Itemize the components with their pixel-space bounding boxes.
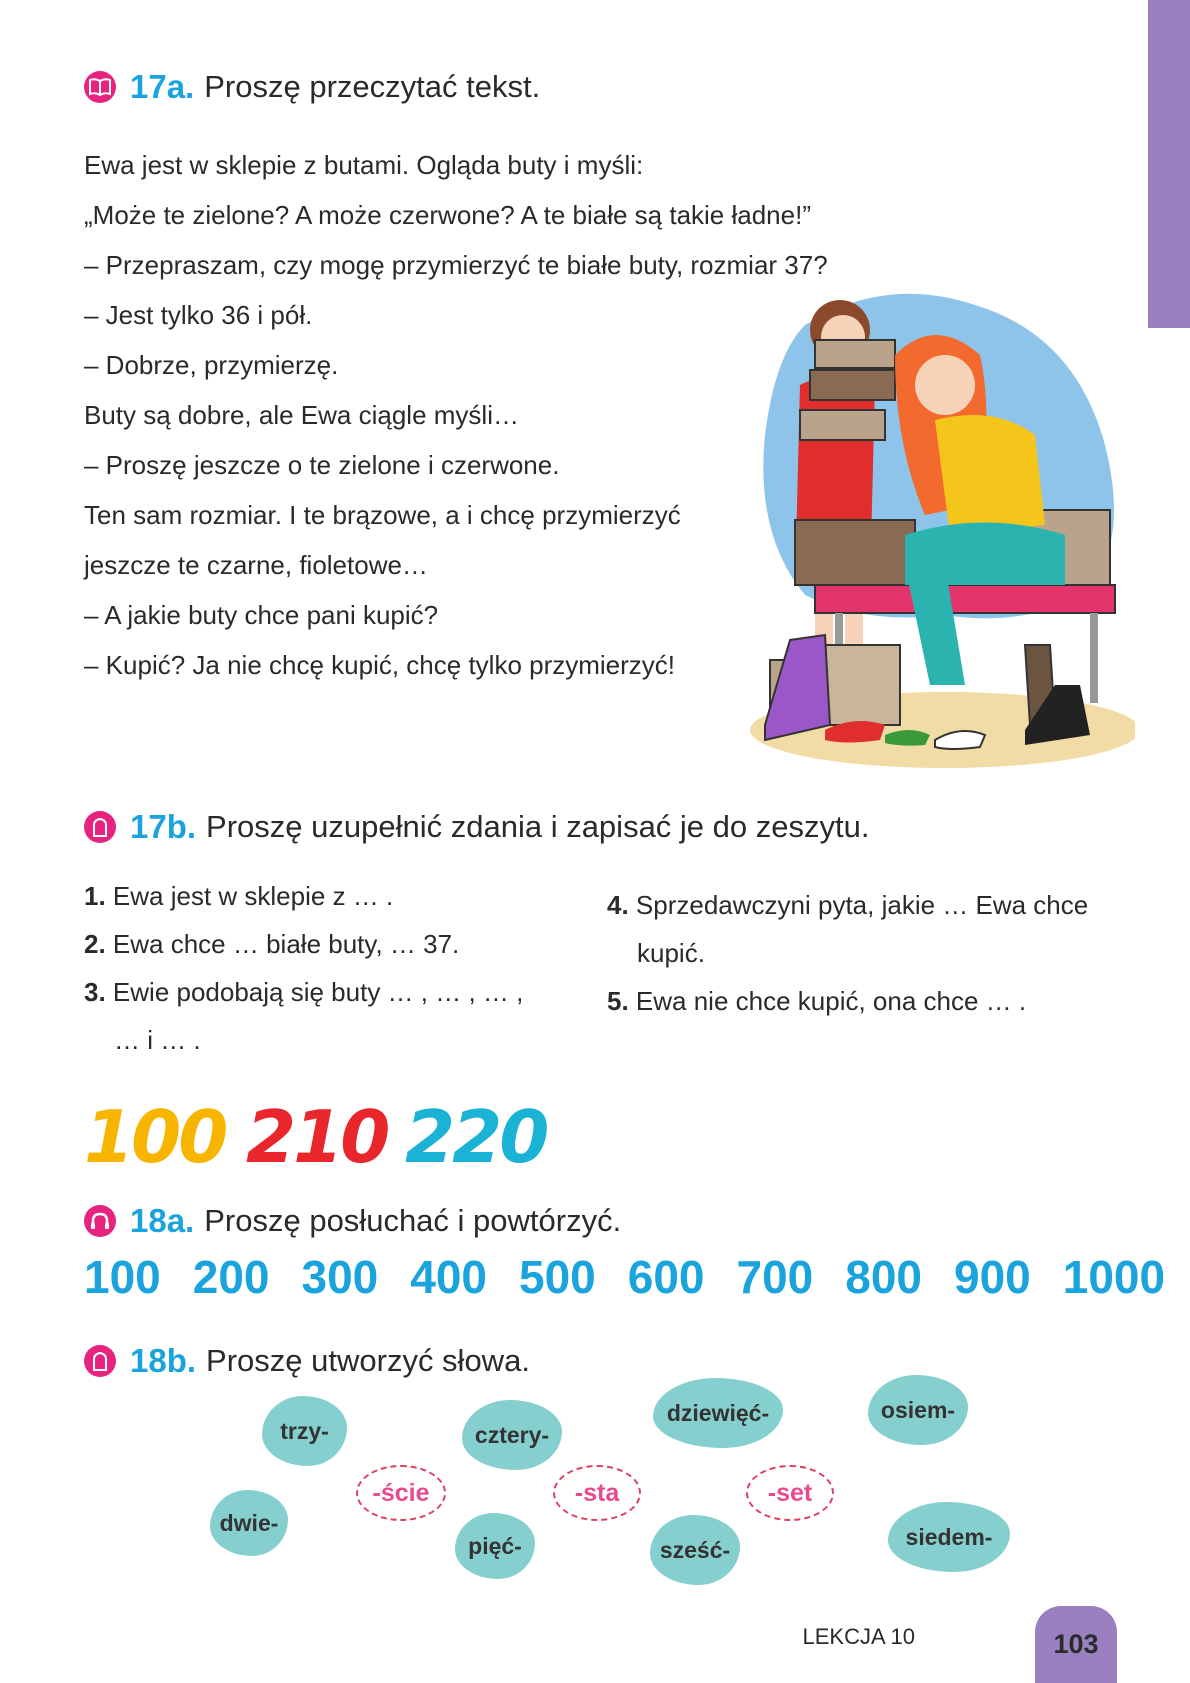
exercise-instruction: Proszę przeczytać tekst. <box>204 69 541 104</box>
suffix-sta: -sta <box>553 1465 641 1521</box>
number-700: 700 <box>736 1251 814 1303</box>
number-1000: 1000 <box>1062 1251 1166 1303</box>
number-500: 500 <box>519 1251 596 1303</box>
story-line: Ewa jest w sklepie z butami. Ogląda buty i myśli: <box>84 150 644 180</box>
story-line: Buty są dobre, ale Ewa ciągle myśli… <box>84 400 519 430</box>
story-line: „Może te zielone? A może czerwone? A te białe są takie ładne!” <box>84 200 811 230</box>
sentence-number: 4. <box>607 890 629 920</box>
story-line: jeszcze te czarne, fioletowe… <box>84 550 428 580</box>
sentence-text: Ewa chce … białe buty, … 37. <box>112 929 460 959</box>
sentence-3-continuation: … i … . <box>114 1025 201 1055</box>
word-siedem: siedem- <box>888 1502 1010 1572</box>
exercise-instruction: Proszę uzupełnić zdania i zapisać je do zeszytu. <box>206 809 870 844</box>
sentence-1 <box>84 872 523 920</box>
number-300: 300 <box>301 1251 379 1303</box>
sentence-text: Sprzedawczyni pyta, jakie … Ewa chce <box>635 890 1089 920</box>
sentence-3 <box>84 968 523 1016</box>
word-trzy: trzy- <box>262 1396 347 1466</box>
hand-icon <box>84 1345 116 1377</box>
suffix-scie: -ście <box>356 1465 446 1521</box>
shoe-shop-illustration <box>745 285 1135 785</box>
sentence-text: Ewa jest w sklepie z … . <box>112 881 394 911</box>
sentence-number: 1. <box>84 881 106 911</box>
sentence-4 <box>607 881 1088 929</box>
headphones-icon <box>84 1205 116 1237</box>
word-dwie: dwie- <box>210 1490 288 1556</box>
page-number: 103 <box>1035 1606 1117 1683</box>
number-800: 800 <box>845 1251 922 1303</box>
sentence-number: 3. <box>84 977 106 1007</box>
exercise-17b-header <box>84 808 869 846</box>
hundreds-row <box>84 1250 1165 1304</box>
word-cztery: cztery- <box>462 1400 562 1470</box>
story-line: – Kupić? Ja nie chcę kupić, chcę tylko przymierzyć! <box>84 650 676 680</box>
sentence-2 <box>84 920 523 968</box>
story-text <box>84 140 828 690</box>
exercise-number: 17b. <box>130 808 197 845</box>
story-line: – A jakie buty chce pani kupić? <box>84 600 439 630</box>
hand-icon <box>84 811 116 843</box>
sentence-4-continuation: kupić. <box>637 938 705 968</box>
exercise-instruction: Proszę posłuchać i powtórzyć. <box>204 1203 622 1238</box>
chapter-tab <box>1148 0 1190 328</box>
word-szesc: sześć- <box>650 1515 740 1585</box>
word-osiem: osiem- <box>868 1375 968 1445</box>
suffix-set: -set <box>746 1465 834 1521</box>
decorative-number-220: 220 <box>405 1095 547 1179</box>
lesson-label: LEKCJA 10 <box>802 1624 915 1649</box>
decorative-number-100: 100 <box>84 1095 226 1179</box>
exercise-number: 18a. <box>130 1202 195 1239</box>
sentence-text: Ewa nie chce kupić, ona chce … . <box>635 986 1027 1016</box>
sentences-right <box>607 881 1088 1025</box>
exercise-number: 17a. <box>130 68 195 105</box>
sentence-number: 2. <box>84 929 106 959</box>
number-600: 600 <box>627 1251 705 1303</box>
exercise-number: 18b. <box>130 1342 197 1379</box>
number-100: 100 <box>84 1251 161 1303</box>
number-900: 900 <box>954 1251 1031 1303</box>
story-line: – Przepraszam, czy mogę przymierzyć te białe buty, rozmiar 37? <box>84 250 828 280</box>
story-line: – Dobrze, przymierzę. <box>84 350 339 380</box>
word-piec: pięć- <box>455 1513 535 1579</box>
sentence-5 <box>607 977 1088 1025</box>
word-dziewiec: dziewięć- <box>653 1378 783 1448</box>
book-icon <box>84 71 116 103</box>
exercise-17a-header <box>84 68 540 106</box>
story-line: – Jest tylko 36 i pół. <box>84 300 313 330</box>
sentence-text: Ewie podobają się buty … , … , … , <box>112 977 524 1007</box>
sentence-number: 5. <box>607 986 629 1016</box>
story-line: Ten sam rozmiar. I te brązowe, a i chcę przymierzyć <box>84 500 681 530</box>
exercise-18b-header <box>84 1342 530 1380</box>
story-line: – Proszę jeszcze o te zielone i czerwone. <box>84 450 560 480</box>
exercise-instruction: Proszę utworzyć słowa. <box>206 1343 530 1378</box>
exercise-18a-header <box>84 1202 621 1240</box>
number-200: 200 <box>192 1251 270 1303</box>
number-400: 400 <box>410 1251 487 1303</box>
sentences-left <box>84 872 523 1064</box>
decorative-number-210: 210 <box>246 1095 388 1179</box>
